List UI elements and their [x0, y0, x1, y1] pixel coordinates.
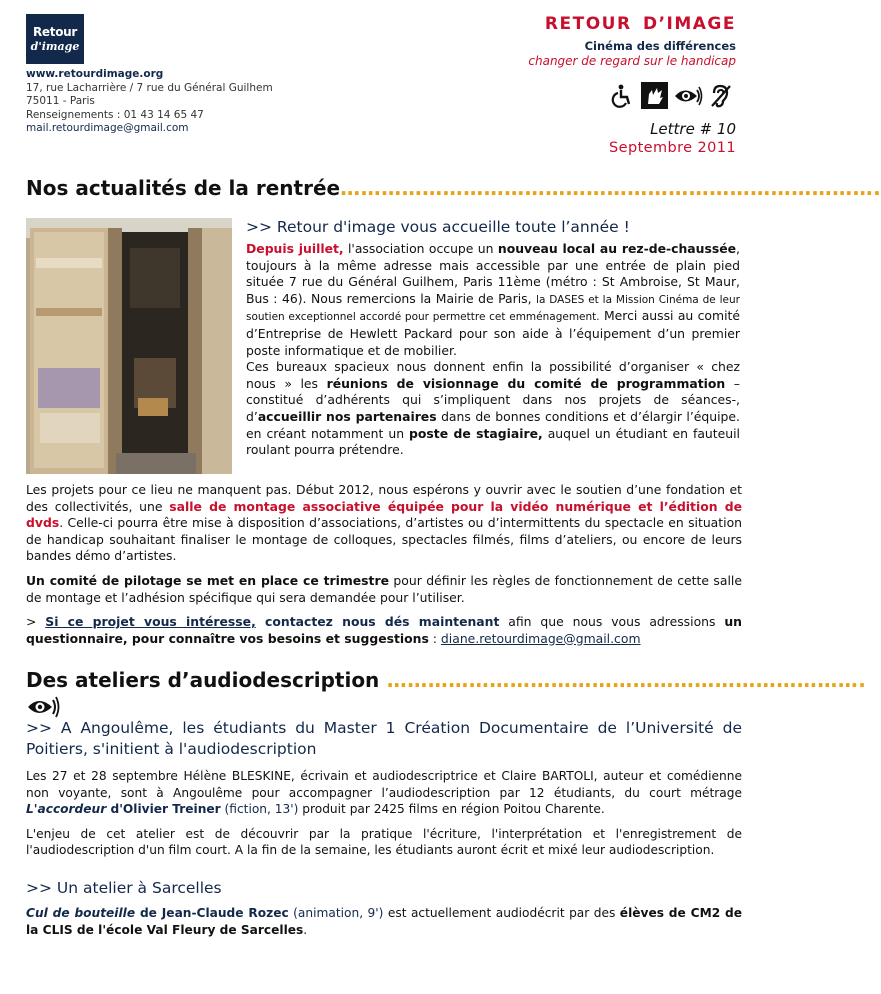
section1-body: [26, 482, 742, 647]
tagline-sub: changer de regard sur le handicap: [528, 54, 736, 68]
email-link[interactable]: mail.retourdimage@gmail.com: [26, 122, 189, 134]
director-rozec: de Jean-Claude Rozec: [135, 905, 289, 920]
section1-paragraph4: [26, 573, 742, 606]
org-title: RETOUR D’IMAGE: [544, 14, 736, 34]
p1-highlight: Depuis juillet,: [246, 241, 344, 256]
angouleme-subtitle: >> A Angoulême, les étudiants du Master 1 Création Documentaire de l’Université de Poitiers, s'initient à l'audiodescription: [26, 719, 742, 758]
logo-line2: d'image: [30, 40, 80, 53]
p2-text-c: – constitué d’adhérents qui s’impliquent dans nos projets de séances-, d’: [246, 375, 740, 424]
p1-text-d: , toujours à la même adresse mais accessible par une entrée de plain pied située 7 rue du Général Guilhem, Paris 11ème (métro : St Ambroise, St Maur, Bus : 46). Nous remercions la Mairie de Paris,: [246, 241, 740, 306]
s2p1-text-e: produit par 2425 films en région Poitou Charente.: [298, 802, 605, 817]
section1-subtitle: >> Retour d'image vous accueille toute l’année !: [246, 218, 630, 236]
section1-paragraph1: [246, 241, 740, 359]
section1-title: [26, 176, 881, 200]
section1-paragraph3: [26, 482, 742, 565]
p2-text-e: dans de bonnes conditions et d’élargir l’équipe. en créant notamment un: [246, 408, 740, 441]
p5-text-d: afin que nous vous adressions: [499, 614, 725, 630]
section1-paragraph5: [26, 614, 742, 647]
p3-highlight: salle de montage associative équipée pour la vidéo numérique et l’édition de dvds: [26, 498, 742, 531]
wheelchair-icon: [608, 82, 635, 109]
p5-colon: :: [428, 630, 441, 646]
address-line1: 17, rue Lacharrière / 7 rue du Général Guilhem: [26, 81, 273, 94]
section1-title-text: Nos actualités de la rentrée: [26, 176, 341, 200]
p5-prefix: >: [26, 614, 46, 630]
issue-number: Lettre # 10: [650, 120, 736, 138]
issue-date: Septembre 2011: [609, 140, 736, 156]
p2-text-g: auquel un étudiant en fauteuil roulant pourra prétendre.: [246, 425, 741, 458]
p2-bold-f: poste de stagiaire,: [409, 425, 543, 441]
s2p3-period: .: [303, 922, 308, 937]
diane-email-link[interactable]: diane.retourdimage@gmail.com: [440, 630, 641, 646]
p3-text-c: . Celle-ci pourra être mise à disposition d’associations, d’artistes ou d’intermittents du spectacle en situation de handicap souhaitant finaliser le montage de colloques, spectacles filmés, films d’ateliers, ou encore de leurs bandes démo d’artistes.: [26, 515, 742, 564]
website-link[interactable]: www.retourdimage.org: [26, 68, 164, 80]
p2-text-a: Ces bureaux spacieux nous donnent enfin la possibilité d’organiser « chez nous » les: [246, 359, 740, 391]
sign-language-icon: [641, 82, 668, 109]
p1-text-f: Merci aussi au comité d’Entreprise de Hewlett Packard pour son aide à l’équipement d’un premier poste informatique et de mobilier.: [246, 308, 740, 358]
audio-description-eye-icon: [674, 82, 701, 109]
p2-bold-d: accueillir nos partenaires: [257, 408, 437, 424]
film-title-accordeur: L'accordeur: [26, 802, 107, 817]
section2-title: [26, 668, 867, 692]
hearing-impaired-ear-icon: [707, 82, 734, 109]
s2p1-text-a: Les 27 et 28 septembre Hélène BLESKINE, écrivain et audiodescriptrice et Claire BARTOLI, auteur et comédienne non voyante, sont à Angoulême pour accompagner l’audiodescription par 12 étudiants, du court métrage: [26, 769, 742, 800]
brand-block: [528, 14, 736, 68]
p4-text-b: pour définir les règles de fonctionnement de cette salle de montage et l’adhésion spécifique qui sera demandée pour l’utiliser.: [26, 572, 742, 605]
p4-bold-a: Un comité de pilotage se met en place ce trimestre: [26, 572, 389, 588]
p1-bold-c: nouveau local au rez-de-chaussée: [497, 241, 737, 256]
issue-block: [609, 120, 736, 156]
p5-contact: contactez nous dés maintenant: [255, 614, 500, 630]
section2-paragraph1: [26, 768, 742, 818]
office-entrance-photo: [26, 218, 232, 474]
s2p3-text-d: est actuellement audiodécrit par des: [383, 905, 620, 920]
director-treiner: d'Olivier Treiner: [106, 802, 221, 817]
film-title-cul-de-bouteille: Cul de bouteille: [26, 905, 136, 920]
p1-text-b: l'association occupe un: [343, 241, 498, 256]
section1-intro: [246, 218, 740, 459]
film2-genre-duration: (animation, 9'): [288, 905, 384, 920]
section2-paragraph3: [26, 905, 742, 938]
phone-info: Renseignements : 01 43 14 65 47: [26, 108, 204, 121]
contact-block: [26, 68, 273, 136]
accessibility-icons: [608, 82, 734, 109]
retour-image-logo: [26, 14, 84, 64]
logo-line1: Retour: [32, 25, 78, 39]
section2-paragraph2: L'enjeu de cet atelier est de découvrir par la pratique l'écriture, l'interprétation et l'enregistrement de l'audiodescription d'un film court. A la fin de la semaine, les étudiants auront écrit et mixé leur audiodescription.: [26, 826, 742, 858]
section2-title-dots: …………………………………………………………….: [379, 668, 867, 692]
p2-bold-b: réunions de visionnage du comité de programmation: [326, 375, 726, 391]
p1-small-e: la DASES et la Mission Cinéma de leur soutien exceptionnel accordé pour permettre cet emménagement.: [246, 293, 740, 324]
section2-body: [26, 718, 742, 938]
school-name: élèves de CM2 de la CLIS de l'école Val Fleury de Sarcelles: [26, 905, 742, 937]
tagline-main: Cinéma des différences: [584, 39, 736, 53]
project-interest-link[interactable]: Si ce projet vous intéresse,: [45, 614, 256, 630]
p3-text-a: Les projets pour ce lieu ne manquent pas. Début 2012, nous espérons y ouvrir avec le soutien d’une fondation et des collectivités, une: [26, 482, 742, 514]
sarcelles-subtitle: >> Un atelier à Sarcelles: [26, 878, 222, 897]
p5-bold-e: un questionnaire, pour connaître vos besoins et suggestions: [26, 614, 742, 646]
film-genre-duration: (fiction, 13'): [220, 802, 299, 817]
section2-title-text: Des ateliers d’audiodescription: [26, 668, 380, 692]
address-line2: 75011 - Paris: [26, 95, 95, 107]
section1-title-dots: …………………………………………………………………….: [340, 176, 881, 200]
section1-paragraph2: [246, 359, 740, 459]
